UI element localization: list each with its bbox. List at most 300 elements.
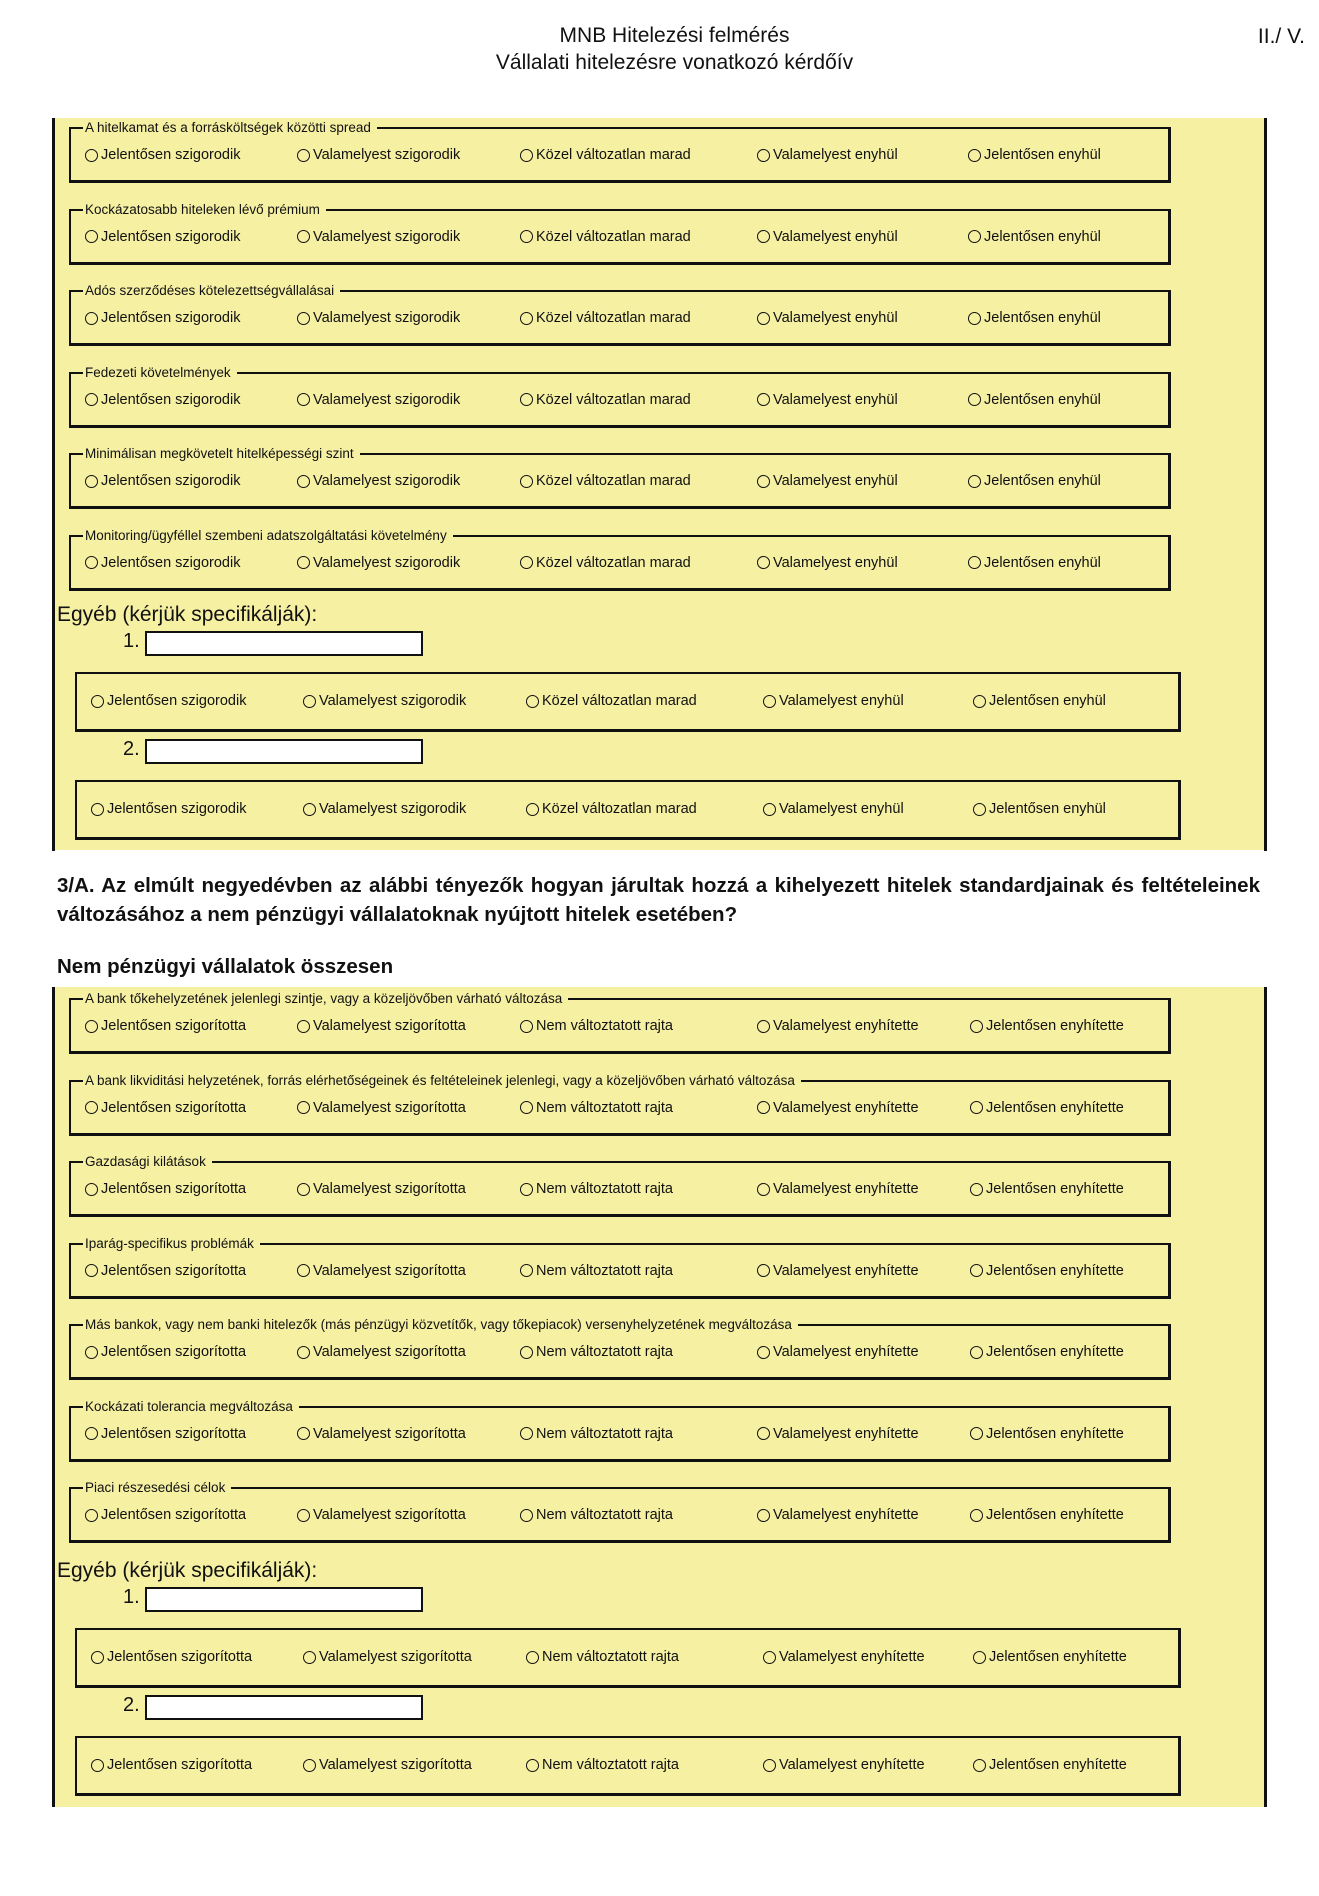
radio-label: Valamelyest enyhítette	[773, 1018, 919, 1034]
question-group-legend: A hitelkamat és a forrásköltségek közötti spread	[83, 119, 377, 136]
radio-button-icon[interactable]	[970, 1346, 983, 1359]
other-specify-input[interactable]	[145, 739, 423, 764]
left-border-top	[52, 118, 55, 851]
radio-option[interactable]	[520, 1507, 673, 1523]
radio-option[interactable]	[520, 392, 691, 408]
radio-button-icon[interactable]	[763, 1651, 776, 1664]
question-group-legend: Fedezeti követelmények	[83, 364, 237, 381]
radio-label: Valamelyest szigorodik	[313, 310, 461, 326]
radio-button-icon[interactable]	[297, 230, 310, 243]
radio-button-icon[interactable]	[520, 149, 533, 162]
radio-option[interactable]	[757, 1181, 919, 1197]
radio-label: Valamelyest szigorította	[313, 1262, 466, 1279]
radio-button-icon[interactable]	[757, 1427, 770, 1440]
radio-button-icon[interactable]	[297, 1264, 310, 1277]
radio-button-icon[interactable]	[297, 1020, 310, 1033]
radio-button-icon[interactable]	[968, 230, 981, 243]
other-item-options	[75, 1628, 1181, 1688]
radio-button-icon[interactable]	[968, 556, 981, 569]
question-group	[69, 1072, 1171, 1136]
radio-button-icon[interactable]	[297, 1101, 310, 1114]
other-item-number: 2.	[123, 1694, 140, 1716]
radio-option[interactable]	[973, 801, 1106, 817]
question-group	[69, 1317, 1171, 1380]
radio-button-icon[interactable]	[520, 556, 533, 569]
radio-label: Valamelyest enyhül	[773, 554, 898, 571]
radio-label: Valamelyest szigorította	[319, 1757, 472, 1773]
radio-option[interactable]	[520, 555, 691, 571]
radio-button-icon[interactable]	[763, 803, 776, 816]
radio-label: Valamelyest szigorodik	[313, 554, 461, 571]
radio-label: Valamelyest enyhítette	[773, 1425, 919, 1442]
radio-label: Közel változatlan marad	[542, 693, 697, 709]
radio-label: Valamelyest enyhítette	[773, 1344, 919, 1360]
other-specify-input[interactable]	[145, 631, 423, 656]
radio-option[interactable]	[970, 1181, 1124, 1197]
radio-option[interactable]	[526, 1649, 679, 1665]
radio-label: Jelentősen enyhül	[984, 147, 1101, 163]
radio-option[interactable]	[85, 473, 240, 489]
radio-option[interactable]	[520, 229, 691, 245]
radio-button-icon[interactable]	[526, 695, 539, 708]
radio-label: Valamelyest enyhítette	[773, 1099, 919, 1116]
radio-option[interactable]	[757, 1507, 919, 1523]
radio-label: Valamelyest enyhül	[773, 147, 898, 163]
other-item-number: 2.	[123, 738, 140, 760]
radio-button-icon[interactable]	[303, 803, 316, 816]
question-group	[69, 364, 1171, 428]
survey-title-line2: Vállalati hitelezésre vonatkozó kérdőív	[495, 51, 854, 74]
other-specify-input[interactable]	[145, 1587, 423, 1612]
radio-button-icon[interactable]	[85, 1183, 98, 1196]
radio-option[interactable]	[85, 310, 240, 326]
other-item-number: 1.	[123, 630, 140, 652]
radio-option[interactable]	[970, 1426, 1124, 1442]
radio-label: Valamelyest enyhítette	[773, 1181, 919, 1197]
radio-button-icon[interactable]	[973, 1759, 986, 1772]
radio-button-icon[interactable]	[297, 1427, 310, 1440]
radio-label: Valamelyest szigorodik	[319, 693, 467, 709]
radio-button-icon[interactable]	[526, 803, 539, 816]
radio-label: Valamelyest szigorodik	[313, 147, 461, 163]
radio-label: Jelentősen enyhítette	[986, 1181, 1124, 1197]
radio-button-icon[interactable]	[85, 1020, 98, 1033]
radio-button-icon[interactable]	[970, 1020, 983, 1033]
radio-option[interactable]	[303, 1649, 472, 1665]
radio-option[interactable]	[520, 310, 691, 326]
radio-button-icon[interactable]	[520, 1183, 533, 1196]
question-group	[69, 1235, 1171, 1299]
radio-label: Jelentősen enyhül	[984, 391, 1101, 408]
radio-option[interactable]	[757, 555, 898, 571]
radio-option[interactable]	[297, 1507, 466, 1523]
radio-option[interactable]	[757, 1263, 919, 1279]
radio-button-icon[interactable]	[303, 695, 316, 708]
radio-option[interactable]	[526, 1757, 679, 1773]
radio-label: Valamelyest enyhítette	[779, 1649, 925, 1665]
radio-option[interactable]	[757, 1018, 919, 1034]
radio-button-icon[interactable]	[757, 1101, 770, 1114]
radio-label: Közel változatlan marad	[536, 147, 691, 163]
radio-label: Valamelyest szigorította	[313, 1018, 466, 1034]
radio-label: Valamelyest enyhítette	[773, 1262, 919, 1279]
radio-button-icon[interactable]	[968, 475, 981, 488]
radio-option[interactable]	[757, 1100, 919, 1116]
radio-label: Valamelyest szigorodik	[313, 473, 461, 489]
radio-button-icon[interactable]	[85, 475, 98, 488]
radio-option[interactable]	[526, 693, 697, 709]
question-group-legend: Kockázatosabb hiteleken lévő prémium	[83, 201, 326, 218]
radio-option[interactable]	[91, 1757, 252, 1773]
radio-option[interactable]	[85, 1263, 246, 1279]
radio-label: Jelentősen enyhítette	[986, 1507, 1124, 1523]
other-item-options	[75, 672, 1181, 732]
radio-button-icon[interactable]	[763, 695, 776, 708]
radio-button-icon[interactable]	[297, 312, 310, 325]
question-group	[69, 1154, 1171, 1217]
radio-button-icon[interactable]	[757, 1183, 770, 1196]
radio-label: Nem változtatott rajta	[536, 1344, 673, 1360]
radio-button-icon[interactable]	[303, 1759, 316, 1772]
radio-label: Nem változtatott rajta	[542, 1757, 679, 1773]
radio-label: Jelentősen enyhül	[984, 554, 1101, 571]
radio-option[interactable]	[763, 1757, 925, 1773]
question-group-legend: Monitoring/ügyféllel szembeni adatszolgáltatási követelmény	[83, 527, 453, 544]
radio-label: Jelentősen szigorította	[107, 1757, 253, 1773]
radio-button-icon[interactable]	[297, 149, 310, 162]
radio-option[interactable]	[970, 1507, 1124, 1523]
other-item-number: 1.	[123, 1586, 140, 1608]
radio-label: Valamelyest enyhül	[773, 473, 898, 489]
radio-button-icon[interactable]	[85, 312, 98, 325]
radio-option[interactable]	[763, 1649, 925, 1665]
radio-label: Közel változatlan marad	[536, 554, 691, 571]
radio-button-icon[interactable]	[85, 556, 98, 569]
radio-option[interactable]	[85, 1100, 246, 1116]
radio-label: Jelentősen enyhítette	[986, 1018, 1124, 1034]
radio-button-icon[interactable]	[85, 149, 98, 162]
radio-option[interactable]	[297, 1181, 466, 1197]
radio-option[interactable]	[526, 801, 697, 817]
radio-button-icon[interactable]	[968, 149, 981, 162]
radio-label: Nem változtatott rajta	[542, 1649, 679, 1665]
radio-option[interactable]	[297, 1018, 466, 1034]
radio-option[interactable]	[757, 1344, 919, 1360]
radio-button-icon[interactable]	[303, 1651, 316, 1664]
radio-option[interactable]	[297, 1426, 466, 1442]
radio-label: Nem változtatott rajta	[536, 1018, 673, 1034]
radio-label: Jelentősen szigorította	[101, 1425, 247, 1442]
radio-label: Jelentősen szigorította	[101, 1099, 247, 1116]
radio-label: Jelentősen enyhítette	[989, 1649, 1127, 1665]
radio-option[interactable]	[297, 473, 460, 489]
question-group	[69, 527, 1171, 591]
radio-option[interactable]	[85, 229, 240, 245]
radio-option[interactable]	[520, 473, 691, 489]
radio-label: Közel változatlan marad	[536, 228, 691, 245]
radio-button-icon[interactable]	[85, 1264, 98, 1277]
radio-button-icon[interactable]	[85, 230, 98, 243]
radio-label: Jelentősen szigorodik	[101, 554, 241, 571]
question-group	[69, 991, 1171, 1054]
other-item-options	[75, 1736, 1181, 1796]
radio-button-icon[interactable]	[763, 1759, 776, 1772]
radio-button-icon[interactable]	[91, 695, 104, 708]
radio-option[interactable]	[85, 1344, 246, 1360]
radio-button-icon[interactable]	[973, 803, 986, 816]
radio-button-icon[interactable]	[520, 1020, 533, 1033]
radio-option[interactable]	[520, 1100, 673, 1116]
radio-option[interactable]	[297, 1100, 466, 1116]
radio-option[interactable]	[757, 229, 898, 245]
radio-button-icon[interactable]	[757, 393, 770, 406]
radio-label: Valamelyest enyhítette	[773, 1507, 919, 1523]
question-group-legend: Más bankok, vagy nem banki hitelezők (más pénzügyi közvetítők, vagy tőkepiacok) versenyhelyzetének megváltozása	[83, 1316, 798, 1333]
other-item-options	[75, 780, 1181, 840]
radio-button-icon[interactable]	[91, 803, 104, 816]
radio-label: Jelentősen enyhül	[984, 310, 1101, 326]
radio-option[interactable]	[970, 1263, 1124, 1279]
radio-button-icon[interactable]	[85, 1509, 98, 1522]
radio-label: Jelentősen szigorodik	[107, 801, 247, 817]
radio-option[interactable]	[968, 555, 1101, 571]
radio-label: Valamelyest enyhül	[773, 228, 898, 245]
radio-option[interactable]	[757, 473, 898, 489]
radio-option[interactable]	[973, 1757, 1127, 1773]
radio-label: Közel változatlan marad	[536, 391, 691, 408]
radio-option[interactable]	[973, 693, 1106, 709]
radio-option[interactable]	[968, 147, 1101, 163]
radio-label: Nem változtatott rajta	[536, 1425, 673, 1442]
radio-label: Nem változtatott rajta	[536, 1507, 673, 1523]
radio-label: Jelentősen szigorította	[101, 1344, 247, 1360]
radio-button-icon[interactable]	[85, 1427, 98, 1440]
radio-option[interactable]	[970, 1100, 1124, 1116]
radio-option[interactable]	[757, 310, 898, 326]
radio-option[interactable]	[85, 147, 240, 163]
radio-label: Jelentősen szigorodik	[101, 391, 241, 408]
question-group	[69, 446, 1171, 509]
radio-button-icon[interactable]	[520, 1264, 533, 1277]
radio-button-icon[interactable]	[757, 1264, 770, 1277]
radio-label: Valamelyest szigorította	[319, 1649, 472, 1665]
radio-label: Jelentősen enyhítette	[989, 1757, 1127, 1773]
radio-label: Közel változatlan marad	[536, 473, 691, 489]
radio-button-icon[interactable]	[91, 1651, 104, 1664]
radio-label: Jelentősen enyhül	[984, 473, 1101, 489]
radio-label: Valamelyest szigorította	[313, 1099, 466, 1116]
radio-label: Jelentősen enyhül	[989, 693, 1106, 709]
radio-button-icon[interactable]	[297, 475, 310, 488]
radio-button-icon[interactable]	[970, 1183, 983, 1196]
question-3a: 3/A. Az elmúlt negyedévben az alábbi tényezők hogyan járultak hozzá a kihelyezett hitelek standardjainak és feltételeinek változásához a nem pénzügyi vállalatoknak nyújtott hitelek esetében?	[57, 874, 1260, 926]
radio-option[interactable]	[757, 392, 898, 408]
radio-option[interactable]	[520, 1344, 673, 1360]
radio-label: Közel változatlan marad	[542, 801, 697, 817]
radio-option[interactable]	[968, 310, 1101, 326]
radio-label: Valamelyest enyhül	[773, 391, 898, 408]
radio-label: Jelentősen szigorodik	[101, 228, 241, 245]
radio-button-icon[interactable]	[968, 312, 981, 325]
survey-title-line1: MNB Hitelezési felmérés	[559, 24, 790, 47]
radio-option[interactable]	[297, 147, 460, 163]
radio-option[interactable]	[297, 555, 460, 571]
radio-option[interactable]	[91, 801, 246, 817]
radio-button-icon[interactable]	[970, 1427, 983, 1440]
radio-button-icon[interactable]	[757, 1509, 770, 1522]
radio-label: Nem változtatott rajta	[536, 1099, 673, 1116]
radio-button-icon[interactable]	[85, 393, 98, 406]
radio-option[interactable]	[91, 693, 246, 709]
radio-option[interactable]	[968, 473, 1101, 489]
radio-button-icon[interactable]	[757, 1346, 770, 1359]
radio-option[interactable]	[303, 693, 466, 709]
page-reference: II./ V.	[1257, 25, 1305, 48]
radio-option[interactable]	[520, 1426, 673, 1442]
question-group-legend: Iparág-specifikus problémák	[83, 1235, 260, 1252]
radio-option[interactable]	[297, 229, 460, 245]
radio-label: Valamelyest enyhítette	[779, 1757, 925, 1773]
radio-option[interactable]	[968, 229, 1101, 245]
radio-label: Jelentősen enyhítette	[986, 1262, 1124, 1279]
radio-button-icon[interactable]	[297, 1346, 310, 1359]
radio-option[interactable]	[763, 801, 904, 817]
radio-button-icon[interactable]	[968, 393, 981, 406]
radio-option[interactable]	[91, 1649, 252, 1665]
radio-label: Valamelyest enyhül	[779, 693, 904, 709]
radio-option[interactable]	[297, 1344, 466, 1360]
radio-button-icon[interactable]	[520, 312, 533, 325]
other-label: Egyéb (kérjük specifikálják):	[57, 603, 318, 626]
question-group	[69, 201, 1171, 265]
radio-option[interactable]	[970, 1018, 1124, 1034]
radio-label: Jelentősen szigorította	[101, 1507, 247, 1523]
radio-option[interactable]	[85, 1181, 246, 1197]
radio-button-icon[interactable]	[973, 695, 986, 708]
radio-option[interactable]	[520, 1263, 673, 1279]
radio-option[interactable]	[520, 147, 691, 163]
radio-label: Jelentősen szigorodik	[101, 147, 241, 163]
radio-option[interactable]	[85, 392, 240, 408]
question-group-legend: A bank tőkehelyzetének jelenlegi szintje, vagy a közeljövőben várható változása	[83, 990, 568, 1007]
radio-button-icon[interactable]	[970, 1509, 983, 1522]
radio-option[interactable]	[757, 1426, 919, 1442]
radio-button-icon[interactable]	[520, 230, 533, 243]
radio-label: Jelentősen enyhül	[984, 228, 1101, 245]
radio-label: Jelentősen szigorodik	[101, 310, 241, 326]
question-subheading: Nem pénzügyi vállalatok összesen	[57, 955, 394, 978]
radio-option[interactable]	[85, 1507, 246, 1523]
radio-option[interactable]	[520, 1018, 673, 1034]
radio-label: Jelentősen szigorította	[101, 1018, 247, 1034]
radio-button-icon[interactable]	[526, 1759, 539, 1772]
radio-button-icon[interactable]	[970, 1101, 983, 1114]
radio-label: Jelentősen szigorította	[101, 1262, 247, 1279]
radio-button-icon[interactable]	[757, 312, 770, 325]
radio-button-icon[interactable]	[297, 556, 310, 569]
other-label: Egyéb (kérjük specifikálják):	[57, 1559, 318, 1582]
radio-option[interactable]	[297, 1263, 466, 1279]
question-group	[69, 1398, 1171, 1462]
radio-button-icon[interactable]	[520, 1427, 533, 1440]
radio-option[interactable]	[303, 1757, 472, 1773]
question-group-legend: A bank likviditási helyzetének, forrás elérhetőségeinek és feltételeinek jelenlegi, vagy a közeljövőben várható változása	[83, 1072, 801, 1089]
radio-button-icon[interactable]	[973, 1651, 986, 1664]
radio-option[interactable]	[297, 392, 460, 408]
radio-label: Valamelyest enyhül	[773, 310, 898, 326]
radio-button-icon[interactable]	[520, 1346, 533, 1359]
right-border-top	[1264, 118, 1267, 851]
radio-option[interactable]	[973, 1649, 1127, 1665]
radio-option[interactable]	[520, 1181, 673, 1197]
radio-button-icon[interactable]	[520, 1509, 533, 1522]
radio-button-icon[interactable]	[297, 393, 310, 406]
radio-button-icon[interactable]	[757, 230, 770, 243]
radio-label: Jelentősen szigorította	[107, 1649, 253, 1665]
radio-label: Valamelyest szigorodik	[313, 228, 461, 245]
radio-label: Jelentősen szigorodik	[107, 693, 247, 709]
question-group	[69, 283, 1171, 346]
radio-label: Valamelyest szigorodik	[313, 391, 461, 408]
radio-button-icon[interactable]	[520, 475, 533, 488]
radio-button-icon[interactable]	[757, 475, 770, 488]
radio-button-icon[interactable]	[91, 1759, 104, 1772]
radio-button-icon[interactable]	[970, 1264, 983, 1277]
radio-button-icon[interactable]	[757, 1020, 770, 1033]
radio-option[interactable]	[303, 801, 466, 817]
radio-option[interactable]	[757, 147, 898, 163]
radio-label: Jelentősen enyhítette	[986, 1344, 1124, 1360]
radio-button-icon[interactable]	[757, 149, 770, 162]
other-specify-input[interactable]	[145, 1695, 423, 1720]
radio-label: Jelentősen szigorodik	[101, 473, 241, 489]
radio-button-icon[interactable]	[297, 1509, 310, 1522]
radio-option[interactable]	[763, 693, 904, 709]
radio-button-icon[interactable]	[85, 1101, 98, 1114]
radio-label: Valamelyest szigorította	[313, 1507, 466, 1523]
radio-button-icon[interactable]	[297, 1183, 310, 1196]
radio-button-icon[interactable]	[526, 1651, 539, 1664]
radio-label: Valamelyest szigorította	[313, 1425, 466, 1442]
radio-option[interactable]	[85, 555, 240, 571]
radio-option[interactable]	[970, 1344, 1124, 1360]
radio-option[interactable]	[297, 310, 460, 326]
radio-option[interactable]	[968, 392, 1101, 408]
radio-label: Jelentősen enyhül	[989, 801, 1106, 817]
radio-label: Jelentősen enyhítette	[986, 1099, 1124, 1116]
radio-label: Közel változatlan marad	[536, 310, 691, 326]
radio-label: Valamelyest szigorította	[313, 1344, 466, 1360]
radio-option[interactable]	[85, 1426, 246, 1442]
radio-label: Nem változtatott rajta	[536, 1181, 673, 1197]
radio-button-icon[interactable]	[85, 1346, 98, 1359]
radio-label: Valamelyest szigorította	[313, 1181, 466, 1197]
right-border-bottom	[1264, 987, 1267, 1807]
radio-label: Jelentősen enyhítette	[986, 1425, 1124, 1442]
radio-button-icon[interactable]	[520, 393, 533, 406]
radio-button-icon[interactable]	[757, 556, 770, 569]
question-group-legend: Gazdasági kilátások	[83, 1153, 212, 1170]
radio-label: Nem változtatott rajta	[536, 1262, 673, 1279]
radio-label: Jelentősen szigorította	[101, 1181, 247, 1197]
question-group-legend: Adós szerződéses kötelezettségvállalásai	[83, 282, 340, 299]
question-group-legend: Piaci részesedési célok	[83, 1479, 231, 1496]
radio-button-icon[interactable]	[520, 1101, 533, 1114]
question-group-legend: Kockázati tolerancia megváltozása	[83, 1398, 299, 1415]
radio-option[interactable]	[85, 1018, 246, 1034]
question-group-legend: Minimálisan megkövetelt hitelképességi szint	[83, 445, 360, 462]
left-border-bottom	[52, 987, 55, 1807]
